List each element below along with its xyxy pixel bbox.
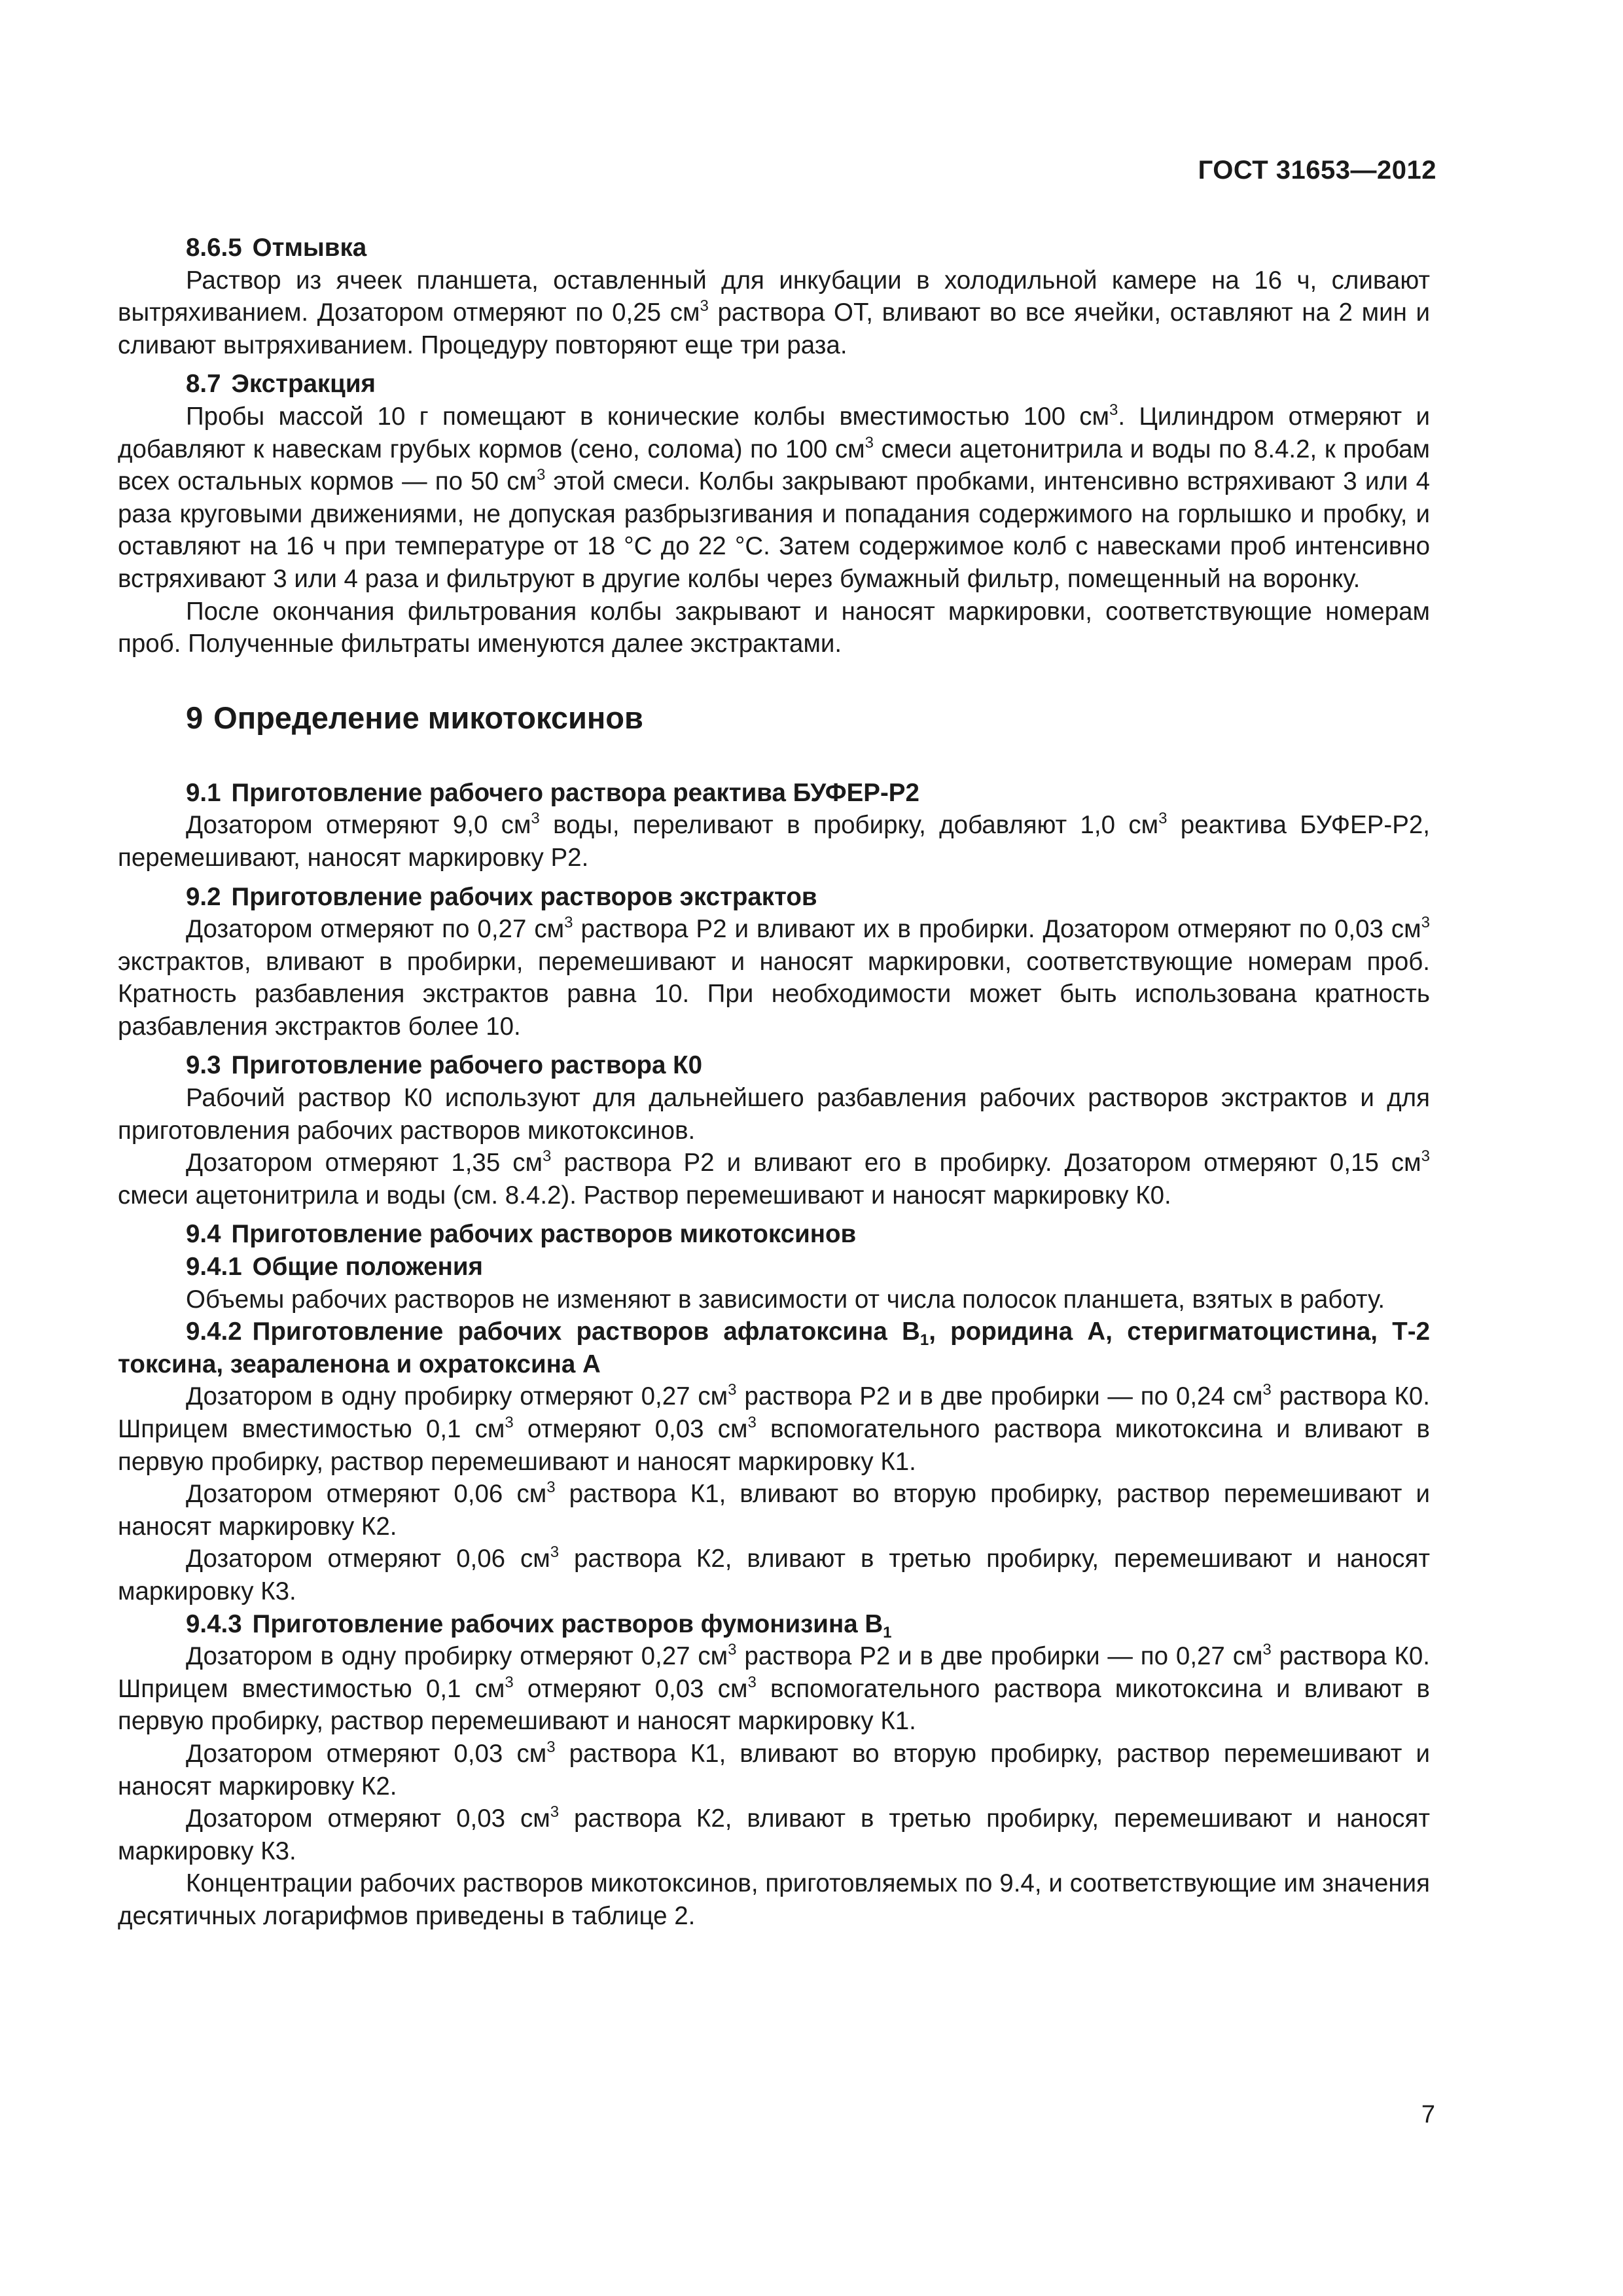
paragraph	[118, 1640, 1430, 1738]
paragraph: Концентрации рабочих растворов микотоксинов, приготовляемых по 9.4, и соответствующие им значения десятичных логарифмов приведены в таблице 2.	[118, 1869, 1430, 1930]
text-run: экстрактов, вливают в пробирки, перемешивают и наносят маркировки, соответствующие номерам проб. Кратность разбавления экстрактов равна 10. При необходимости может быть использована кратность разбавления экстрактов более 10.	[118, 947, 1430, 1041]
section-number: 9.1	[186, 778, 221, 807]
text-run: Дозатором отмеряют по 0,27 см	[186, 915, 565, 944]
text-run: отмеряют 0,03 см	[513, 1674, 748, 1703]
chapter-number: 9	[186, 700, 204, 735]
text-run: раствора К2, вливают в третью пробирку, перемешивают и наносят маркировку К3.	[118, 1545, 1430, 1605]
section-heading-8-7	[118, 368, 1430, 401]
text-run: Дозатором в одну пробирку отмеряют 0,27 см	[186, 1382, 728, 1411]
paragraph	[118, 1147, 1430, 1211]
paragraph	[118, 1478, 1430, 1543]
section-title: Приготовление рабочих растворов экстрактов	[231, 882, 817, 911]
text-run: смеси ацетонитрила и воды (см. 8.4.2). Раствор перемешивают и наносят маркировку К0.	[118, 1181, 1171, 1210]
superscript: 3	[546, 1738, 556, 1756]
document-id: ГОСТ 31653—2012	[1198, 156, 1436, 185]
section-title: Приготовление рабочего раствора К0	[231, 1051, 703, 1080]
text-run: вспомогательного раствора микотоксина и вливают в первую пробирку, раствор перемешивают и наносят маркировку К1.	[118, 1674, 1430, 1736]
superscript: 3	[747, 1673, 757, 1691]
text-run: Дозатором отмеряют 0,06 см	[186, 1545, 550, 1573]
superscript: 3	[564, 914, 573, 932]
superscript: 3	[1262, 1381, 1272, 1399]
subscript: 1	[919, 1331, 929, 1350]
paragraph	[118, 1380, 1430, 1478]
superscript: 3	[1158, 810, 1168, 828]
text-run: Дозатором отмеряют 0,06 см	[186, 1480, 547, 1509]
section-number: 9.4.1	[186, 1253, 242, 1282]
text-run: раствора К0. Шприцем вместимостью 0,1 см	[118, 1642, 1430, 1703]
superscript: 3	[1421, 914, 1430, 932]
text-run: раствора Р2 и в две пробирки — по 0,24 см	[736, 1382, 1263, 1411]
text-run: раствора К1, вливают во вторую пробирку, раствор перемешивают и наносят маркировку К2.	[118, 1739, 1430, 1801]
paragraph	[118, 913, 1430, 1043]
section-heading-8-6-5	[118, 232, 1430, 264]
section-title: Приготовление рабочих растворов фумонизина В	[252, 1609, 883, 1638]
text-run: Дозатором в одну пробирку отмеряют 0,27 см	[186, 1642, 728, 1671]
subscript: 1	[883, 1623, 892, 1641]
superscript: 3	[728, 1641, 737, 1659]
chapter-heading-9	[118, 698, 1430, 738]
section-heading-9-4-2	[118, 1316, 1430, 1380]
superscript: 3	[531, 810, 540, 828]
superscript: 3	[550, 1543, 560, 1562]
page-number: 7	[1421, 2101, 1435, 2128]
section-title: Приготовление рабочих растворов микотоксинов	[231, 1220, 857, 1249]
section-heading-9-4-1	[118, 1251, 1430, 1283]
superscript: 3	[747, 1414, 757, 1431]
document-body	[118, 232, 1430, 1933]
superscript: 3	[550, 1803, 560, 1821]
text-run: . Цилиндром отмеряют и добавляют к навескам грубых кормов (сено, солома) по 100 см	[118, 402, 1430, 463]
text-run: раствора Р2 и вливают его в пробирку. Дозатором отмеряют 0,15 см	[551, 1149, 1421, 1177]
superscript: 3	[546, 1479, 556, 1497]
paragraph: После окончания фильтрования колбы закрывают и наносят маркировки, соответствующие номерам проб. Полученные фильтраты именуются далее экстрактами.	[118, 597, 1430, 658]
section-title-cont: , роридина А, стеригматоцистина, Т-2 токсина, зеараленона и охратоксина А	[118, 1318, 1430, 1378]
superscript: 3	[1421, 1147, 1430, 1166]
text-run: раствора К1, вливают во вторую пробирку, раствор перемешивают и наносят маркировку К2.	[118, 1480, 1430, 1541]
text-run: раствора К0. Шприцем вместимостью 0,1 см	[118, 1382, 1430, 1443]
section-heading-9-4-3	[118, 1608, 1430, 1641]
section-heading-9-3	[118, 1049, 1430, 1082]
section-heading-9-1	[118, 777, 1430, 810]
paragraph	[118, 1543, 1430, 1607]
text-run: реактива БУФЕР-Р2, перемешивают, наносят маркировку Р2.	[118, 811, 1430, 872]
section-number: 9.3	[186, 1051, 221, 1080]
text-run: воды, переливают в пробирку, добавляют 1,0 см	[539, 811, 1159, 840]
superscript: 3	[505, 1414, 514, 1431]
text-run: раствора Р2 и вливают их в пробирки. Дозатором отмеряют по 0,03 см	[573, 915, 1421, 944]
text-run: раствора ОТ, вливают во все ячейки, оставляют на 2 мин и сливают вытряхиванием. Процедуру повторяют еще три раза.	[118, 298, 1430, 359]
text-run: Дозатором отмеряют 0,03 см	[186, 1804, 550, 1833]
chapter-title: Определение микотоксинов	[213, 700, 643, 735]
text-run: Пробы массой 10 г помещают в конические колбы вместимостью 100 см	[186, 402, 1109, 431]
superscript: 3	[1262, 1641, 1272, 1659]
section-number: 8.7	[186, 370, 221, 399]
superscript: 3	[728, 1381, 737, 1399]
section-heading-9-2	[118, 881, 1430, 914]
paragraph	[118, 809, 1430, 874]
section-heading-9-4	[118, 1218, 1430, 1251]
section-title: Общие положения	[252, 1253, 483, 1282]
text-run: этой смеси. Колбы закрывают пробками, интенсивно встряхивают 3 или 4 раза круговыми движениями, не допуская разбрызгивания и попадания содержимого на горлышко и пробку, и оставляют на 16 ч при температуре от 18 °С до 22 °С. Затем содержимое колб с навесками проб интенсивно встряхивают 3 или 4 раза и фильтруют в другие колбы через бумажный фильтр, помещенный на воронку.	[118, 467, 1431, 593]
section-title: Приготовление рабочих растворов афлатоксина В	[252, 1318, 920, 1346]
section-number: 9.2	[186, 882, 221, 911]
section-number: 8.6.5	[186, 234, 242, 262]
text-run: Раствор из ячеек планшета, оставленный для инкубации в холодильной камере на 16 ч, сливают вытряхиванием. Дозатором отмеряют по 0,25 см	[118, 266, 1430, 327]
text-run: Дозатором отмеряют 0,03 см	[186, 1739, 547, 1768]
text-run: Дозатором отмеряют 1,35 см	[186, 1149, 543, 1177]
superscript: 3	[505, 1673, 514, 1691]
section-title: Экстракция	[231, 370, 376, 399]
superscript: 3	[537, 466, 546, 484]
section-number: 9.4.2	[186, 1318, 242, 1346]
section-number: 9.4.3	[186, 1609, 242, 1638]
superscript: 3	[1109, 401, 1118, 419]
paragraph	[118, 1738, 1430, 1803]
text-run: смеси ацетонитрила и воды по 8.4.2, к пробам всех остальных кормов — по 50 см	[118, 435, 1430, 496]
paragraph	[118, 264, 1430, 362]
text-run: Дозатором отмеряют 9,0 см	[186, 811, 531, 840]
superscript: 3	[543, 1147, 552, 1166]
text-run: раствора Р2 и в две пробирки — по 0,27 см	[736, 1642, 1263, 1671]
text-run: отмеряют 0,03 см	[513, 1415, 748, 1443]
section-title: Отмывка	[252, 234, 367, 262]
text-run: вспомогательного раствора микотоксина и вливают в первую пробирку, раствор перемешивают и наносят маркировку К1.	[118, 1415, 1430, 1476]
section-title: Приготовление рабочего раствора реактива БУФЕР-Р2	[231, 778, 919, 807]
text-run: раствора К2, вливают в третью пробирку, перемешивают и наносят маркировку К3.	[118, 1804, 1430, 1865]
paragraph	[118, 1803, 1430, 1867]
paragraph: Объемы рабочих растворов не изменяют в зависимости от числа полосок планшета, взятых в работу.	[186, 1285, 1385, 1314]
paragraph: Рабочий раствор К0 используют для дальнейшего разбавления рабочих растворов экстрактов и для приготовления рабочих растворов микотоксинов.	[118, 1084, 1430, 1145]
section-number: 9.4	[186, 1220, 221, 1249]
superscript: 3	[700, 297, 709, 315]
superscript: 3	[865, 433, 874, 452]
paragraph	[118, 401, 1430, 596]
